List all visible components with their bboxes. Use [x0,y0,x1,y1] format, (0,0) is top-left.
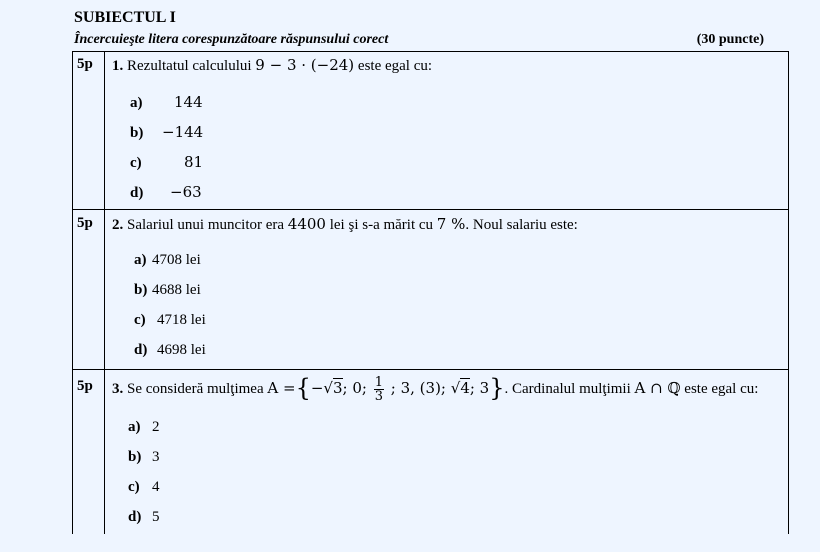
row-divider [72,209,789,210]
points-column-divider [104,52,105,534]
option-label: d) [128,509,142,525]
option-d[interactable] [128,509,160,526]
option-label: d) [130,185,144,201]
table-left-border [72,52,73,534]
question-text: Rezultatul calculului [123,58,256,74]
question-text: lei şi s-a mărit cu [325,217,437,233]
option-b[interactable] [134,282,201,299]
option-a[interactable] [134,252,201,269]
option-value: 81 [184,153,204,171]
option-label: b) [130,125,144,141]
question-text: este egal cu: [680,381,759,397]
option-label: c) [128,479,140,495]
question-text: este egal cu: [354,58,433,74]
question-math: 9 − 3 · (−24) [255,56,355,74]
section-points: (30 puncte) [696,32,764,47]
option-label: c) [134,312,146,328]
option-value: 4718 lei [157,312,206,328]
option-value: 4 [152,479,160,495]
option-label: a) [130,95,143,111]
option-a[interactable] [128,419,160,436]
option-d[interactable] [134,342,206,359]
question-math: 7 % [436,215,466,233]
option-label: c) [130,155,142,171]
question-points: 5p [77,215,93,231]
question-text: . Cardinalul mulţimii [504,381,635,397]
option-label: a) [134,252,147,268]
set-element: 4 [460,379,470,397]
option-c[interactable] [130,153,203,172]
option-label: b) [134,282,148,298]
question-points: 5p [77,378,93,394]
option-label: d) [134,342,148,358]
left-brace: { [295,374,311,402]
question-points: 5p [77,56,93,72]
sqrt-icon: √ [450,379,461,397]
section-title: SUBIECTUL I [74,9,176,26]
right-brace: } [489,374,505,402]
option-value: 4708 lei [152,252,201,268]
option-value: 4698 lei [157,342,206,358]
question-1-text [112,56,432,75]
option-a[interactable] [130,93,203,112]
question-number: 2. [112,217,124,233]
set-element: ; 3 [469,379,490,397]
fraction-numerator: 1 [374,375,383,391]
option-label: b) [128,449,142,465]
questions-table [72,51,789,552]
row-divider [72,369,789,370]
option-value: 4688 lei [152,282,201,298]
question-math: A ∩ ℚ [634,379,681,397]
question-3-text [112,374,758,403]
sqrt-icon: √ [323,379,333,397]
question-math: 4400 [287,215,326,233]
set-element: − [310,379,324,397]
set-element: ; 3, (3); [386,379,451,397]
option-value: 5 [152,509,160,525]
option-c[interactable] [128,479,160,496]
option-label: a) [128,419,141,435]
option-value: −144 [162,123,204,141]
option-value: 2 [152,419,160,435]
option-value: −63 [170,183,202,201]
question-text: . Noul salariu este: [465,217,578,233]
option-c[interactable] [134,312,206,329]
question-text: Salariul unui muncitor era [123,217,288,233]
option-value: 3 [152,449,160,465]
question-number: 3. [112,381,124,397]
option-b[interactable] [128,449,160,466]
set-element: ; 0; [342,379,372,397]
option-value: 144 [174,93,203,111]
fraction [374,376,384,403]
table-right-border [788,52,789,534]
question-text: Se consideră mulţimea [123,381,268,397]
question-number: 1. [112,58,124,74]
question-2-text [112,215,578,234]
fraction-denominator: 3 [374,389,383,405]
option-d[interactable] [130,183,202,202]
set-name: A = [267,379,296,397]
option-b[interactable] [130,123,203,142]
instruction-text: Încercuieşte litera corespunzătoare răspunsului corect [74,32,389,47]
set-element: 3 [332,379,343,397]
